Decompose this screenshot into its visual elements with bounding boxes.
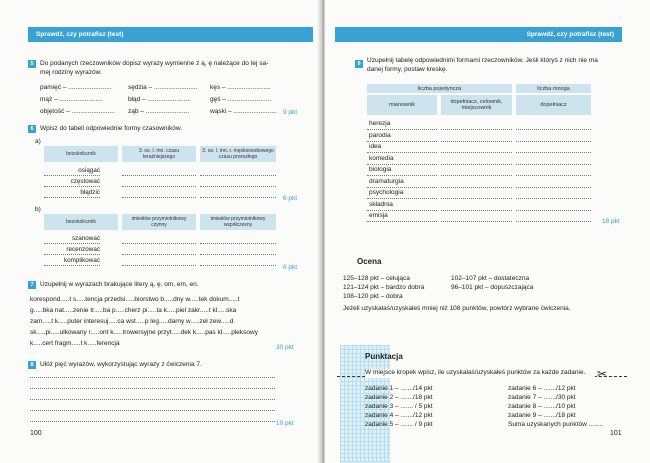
summary-total: Suma uzyskanych punktów ........ — [508, 421, 604, 428]
summary-item: zadanie 9 – ......./18 pkt — [508, 412, 576, 419]
ex6b-header-1: bezokolicznik — [44, 214, 118, 230]
exercise-5-number: 5 — [28, 60, 36, 68]
exercise-5-instruction-line-1: Do podanych rzeczowników dopisz wyrazy wymienne z ą, ę należące do tej sa- — [40, 60, 269, 67]
exercise-5-item: ząb – ........................ — [128, 108, 190, 115]
answer-dots — [200, 243, 276, 244]
exercise-6-instruction: Wpisz do tabeli odpowiednie formy czasowników. — [40, 125, 182, 132]
answer-dots — [200, 175, 276, 176]
answer-dots — [200, 254, 276, 255]
exercise-8-number: 8 — [28, 361, 36, 369]
answer-dots — [516, 175, 591, 176]
answer-dots — [441, 175, 512, 176]
grade-line: 96–101 pkt – dopuszczająca — [451, 284, 534, 291]
answer-dots — [516, 187, 591, 188]
grade-line: 125–128 pkt – celująca — [343, 275, 410, 282]
left-page-number: 100 — [30, 430, 42, 437]
noun-word: emisja — [369, 212, 388, 219]
answer-dots — [441, 141, 512, 142]
answer-dots — [516, 198, 591, 199]
summary-instruction: W miejsce kropek wpisz, ile uzyskałaś/uzyskałeś punktów za każde zadanie. — [365, 369, 595, 378]
exercise-7-points: 30 pkt — [276, 344, 294, 351]
exercise-5-item: sędzia – ........................ — [128, 84, 198, 91]
answer-dots — [441, 129, 512, 130]
left-header-bar: Sprawdź, czy potrafisz (test) — [28, 27, 313, 42]
answer-dots — [44, 243, 100, 244]
answer-dots — [367, 129, 437, 130]
answer-dots — [516, 129, 591, 130]
answer-dots — [122, 197, 196, 198]
exercise-9-instruction-line-1: Uzupełnij tabelę odpowiednimi formami rzeczowników. Jeśli któryś z nich nie ma — [367, 57, 598, 64]
verb-word: szanować — [71, 235, 100, 242]
summary-item: zadanie 7 – ......./30 pkt — [508, 394, 576, 401]
exercise-8-points: 10 pkt — [276, 420, 294, 427]
left-page — [0, 0, 321, 463]
answer-dots — [441, 152, 512, 153]
exercise-5-item: błąd – ........................ — [128, 96, 191, 103]
summary-item: zadanie 3 – ....... / 5 pkt — [365, 403, 433, 410]
answer-line — [30, 399, 275, 400]
answer-dots — [516, 221, 591, 222]
exercise-5-item: pamięć – ........................ — [40, 84, 112, 91]
ex6b-header-3: imiesłów przymiotnikowy współczesny — [200, 214, 276, 230]
noun-word: biologia — [369, 166, 392, 173]
grading-title: Ocena — [357, 257, 382, 266]
exercise-6-part-a: a) — [35, 138, 41, 145]
answer-dots — [367, 198, 437, 199]
exercise-6a-points: 6 pkt — [283, 195, 298, 202]
answer-dots — [44, 186, 100, 187]
ex6a-header-3: 3. os. l. mn. r. męskoosobowego czasu przeszłego — [200, 146, 276, 162]
answer-dots — [367, 221, 437, 222]
ex9-col-genitive-dative-locative: dopełniacz, celownik, miejscownik — [441, 95, 512, 115]
answer-dots — [44, 197, 100, 198]
answer-dots — [441, 187, 512, 188]
exercise-6-part-b: b) — [35, 206, 41, 213]
answer-dots — [516, 164, 591, 165]
answer-dots — [441, 221, 512, 222]
answer-line — [30, 377, 275, 378]
noun-word: komedia — [369, 154, 394, 162]
answer-dots — [200, 186, 276, 187]
answer-dots — [122, 265, 196, 266]
summary-item: zadanie 4 – ......./12 pkt — [365, 412, 433, 419]
scissors-icon: ✂ — [597, 367, 608, 381]
answer-line — [30, 421, 275, 422]
exercise-7-line: k.....cert fragm.....t k.....ferencja — [30, 340, 120, 347]
answer-dots — [367, 152, 437, 153]
verb-word: błądzić — [80, 189, 100, 196]
ex6b-header-2: imiesłów przymiotnikowy czynny — [122, 214, 196, 230]
noun-word: parodia — [369, 131, 391, 139]
summary-item: zadanie 8 – ......./10 pkt — [508, 403, 576, 410]
summary-item: zadanie 5 – ....... / 9 pkt — [365, 421, 433, 428]
answer-dots — [44, 175, 100, 176]
grade-line: 102–107 pkt – dostateczna — [451, 275, 530, 282]
answer-dots — [44, 265, 100, 266]
answer-dots — [441, 164, 512, 165]
exercise-5-item: objętość – ........................ — [40, 108, 115, 115]
exercise-6b-points: 6 pkt — [283, 264, 298, 271]
answer-dots — [200, 197, 276, 198]
ex6a-header-1: bezokolicznik — [44, 146, 118, 162]
grade-line: 108–120 pkt – dobra — [343, 293, 403, 300]
exercise-7-line: zam.....t k.....puter interesuj.....ca wst.....p leg.....darny w.....zeł zew.....d — [30, 318, 234, 325]
exercise-7-line: korespond.....t s.....tencja przedsi.....biorstwo b.....dny w.....tek dokum.....t — [30, 296, 240, 303]
right-page-number: 101 — [610, 430, 622, 437]
verb-word: komplikować — [63, 257, 100, 264]
verb-word: częstować — [70, 178, 100, 185]
ex9-group-plural: liczba mnoga — [516, 84, 591, 93]
verb-word: recenzować — [66, 246, 100, 253]
exercise-5-item: kęs – ........................ — [210, 84, 271, 91]
exercise-5-item: mąż – ........................ — [40, 96, 103, 103]
noun-word: składnia — [369, 200, 393, 208]
exercise-8-instruction: Ułóż pięć wyrazów, wykorzystując wyrazy z ćwiczenia 7. — [40, 361, 202, 368]
exercise-7-number: 7 — [28, 281, 36, 289]
answer-dots — [367, 210, 437, 211]
answer-dots — [122, 175, 196, 176]
ex9-col-nominative: mianownik — [367, 95, 437, 115]
answer-dots — [516, 141, 591, 142]
answer-dots — [367, 187, 437, 188]
answer-line — [30, 410, 275, 411]
answer-dots — [122, 243, 196, 244]
noun-word: idea — [369, 143, 382, 150]
grade-line: 121–124 pkt – bardzo dobra — [343, 284, 425, 291]
summary-item: zadanie 6 – ......./12 pkt — [508, 385, 576, 392]
exercise-5-instruction-line-2: mej rodziny wyrazów. — [40, 69, 102, 76]
exercise-9-instruction-line-2: danej formy, postaw kreskę. — [367, 66, 448, 73]
answer-dots — [367, 175, 437, 176]
summary-item: zadanie 2 – ......./18 pkt — [365, 394, 433, 401]
exercise-5-item: gęś – ........................ — [210, 96, 272, 103]
verb-word: osiągać — [78, 167, 100, 174]
exercise-7-line: sk.....pi.....ulkowany r.....ont k.....trowersyjne przyt.....dek k.....pas kl.....pleksowy — [30, 329, 258, 336]
answer-dots — [122, 254, 196, 255]
exercise-9-number: 9 — [355, 60, 363, 68]
right-page — [325, 0, 650, 463]
answer-line — [30, 388, 275, 389]
right-header-bar: Sprawdź, czy potrafisz (test) — [335, 27, 622, 42]
answer-dots — [200, 265, 276, 266]
exercise-9-points: 18 pkt — [602, 218, 620, 225]
noun-word: herezja — [369, 120, 391, 127]
answer-dots — [516, 210, 591, 211]
answer-dots — [441, 198, 512, 199]
answer-dots — [516, 152, 591, 153]
exercise-5-points: 9 pkt — [283, 109, 298, 116]
summary-item: zadanie 1 – ......./14 pkt — [365, 385, 433, 392]
exercise-7-instruction: Uzupełnij w wyrazach brakujące litery ą, ę, om, em, en. — [40, 281, 199, 288]
exercise-7-line: g.....bka nat.....zenie tr.....ba p.....cherz pi.....ta k.....piel zakr.....t kl.....ska — [30, 307, 237, 314]
grading-note: Jeżeli uzyskałaś/uzyskałeś mniej niż 108 punktów, powtórz wybrane ćwiczenia. — [343, 305, 571, 312]
answer-dots — [367, 141, 437, 142]
ex9-col-genitive-plural: dopełniacz — [516, 95, 591, 115]
ex6a-header-2: 3. os. l. mn. czasu teraźniejszego — [122, 146, 196, 162]
exercise-5-item: wąski – ........................ — [210, 108, 277, 115]
answer-dots — [441, 210, 512, 211]
answer-dots — [44, 254, 100, 255]
noun-word: psychologia — [369, 189, 404, 196]
ex9-group-singular: liczba pojedyncza — [367, 84, 512, 93]
answer-dots — [367, 164, 437, 165]
noun-word: dramaturgia — [369, 177, 404, 185]
exercise-6-number: 6 — [28, 125, 36, 133]
summary-title: Punktacja — [365, 352, 403, 361]
answer-dots — [122, 186, 196, 187]
